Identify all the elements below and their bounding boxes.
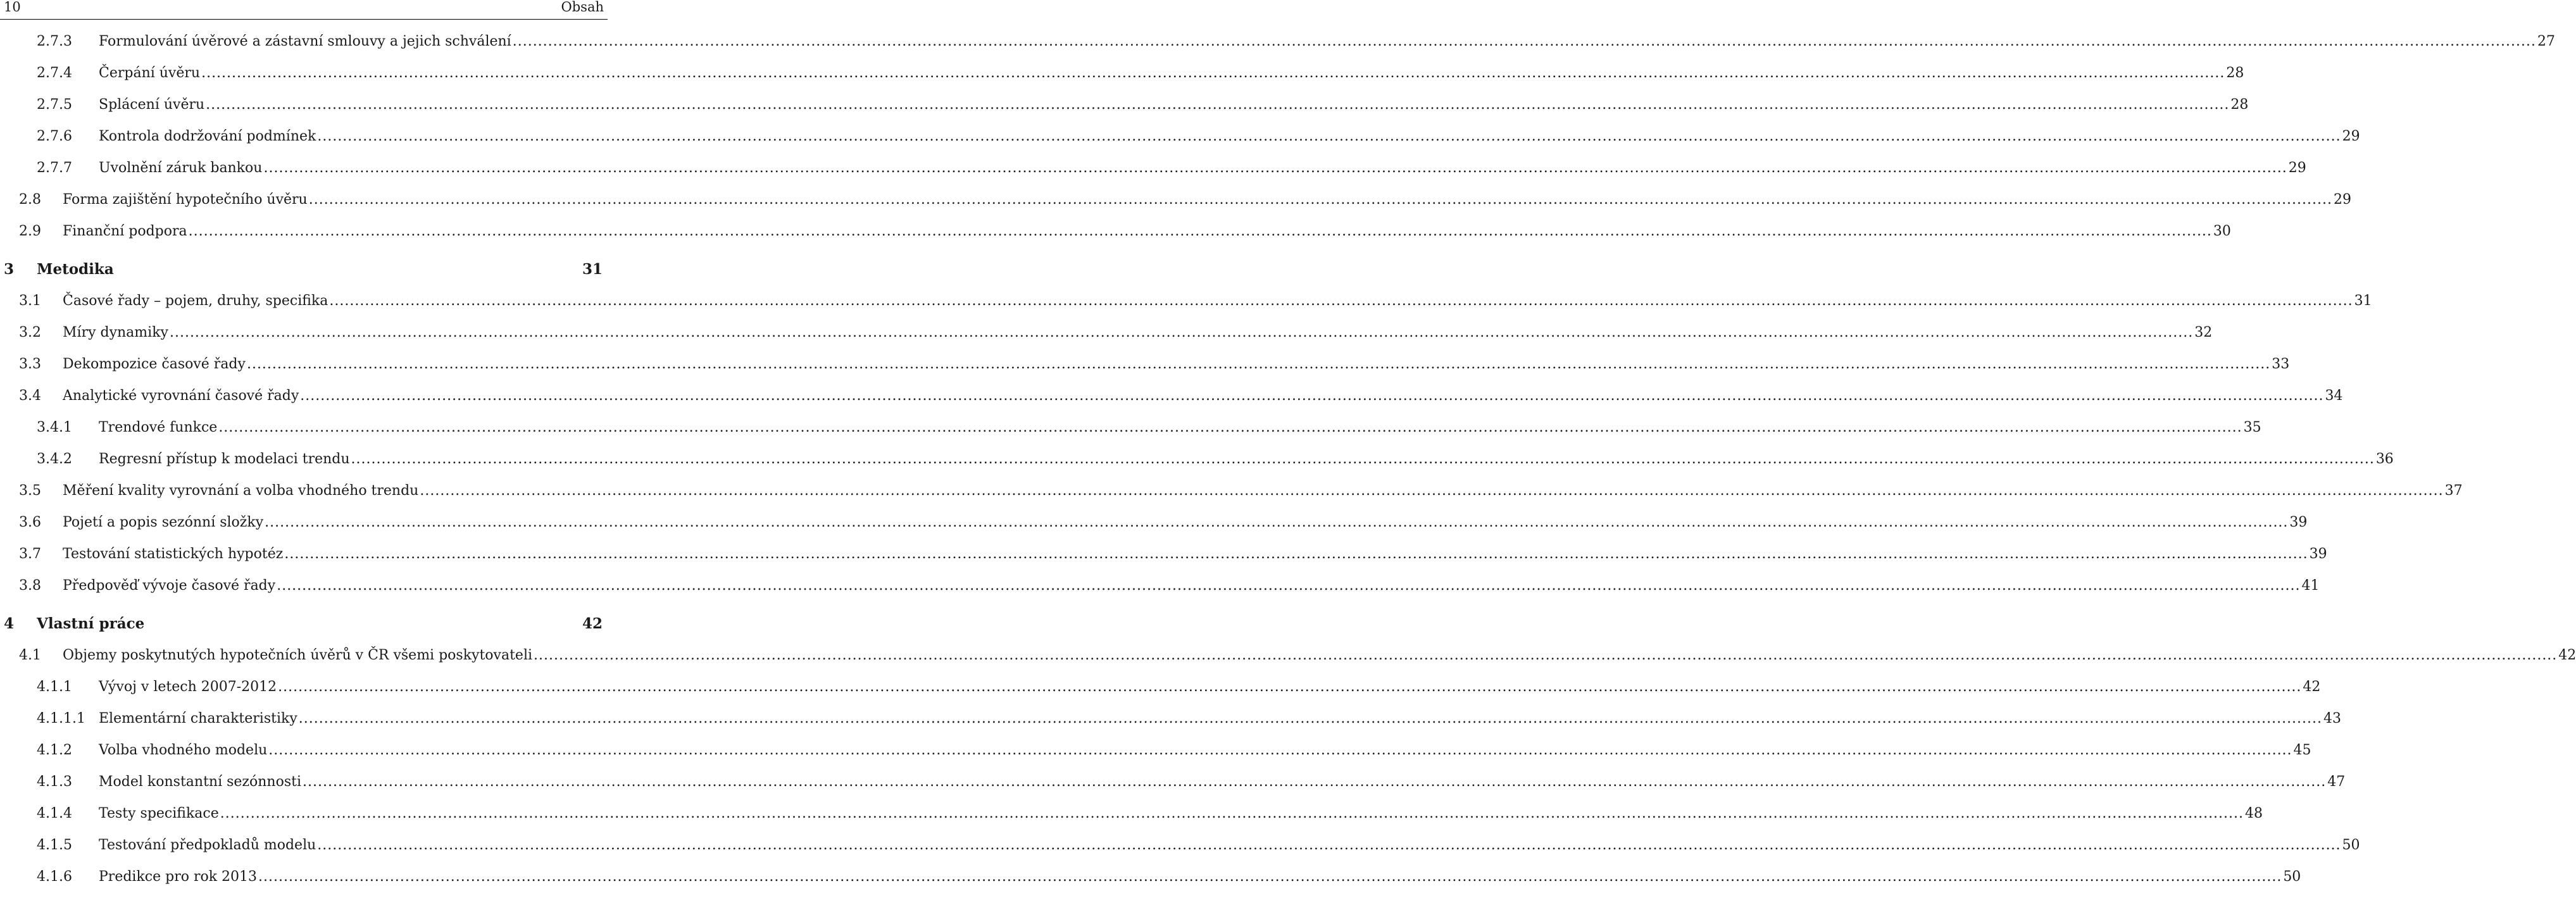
toc-entry-title: Predikce pro rok 2013 [99,864,258,890]
toc-entry-title: Trendové funkce [99,415,218,440]
toc-leader-dots: ................................................................................................................................................................................................................................................................................................................................................................................................................ [303,774,2327,790]
toc-entry-page: 31 [2354,293,2372,309]
toc-entry-number: 2.9 [19,223,41,239]
toc-entry-title: Splácení úvěru [99,92,206,118]
toc-leader-dots: ................................................................................................................................................................................................................................................................................................................................................................................................................ [218,420,2242,435]
toc-entry-number: 3.2 [19,325,41,340]
toc-entry[interactable] [0,510,2308,535]
toc-entry-title: Analytické vyrovnání časové řady [63,384,300,409]
page-header [0,0,608,20]
toc-entry-page: 42 [2558,647,2576,663]
toc-entry-page: 39 [2309,546,2327,562]
toc-entry-page: 34 [2325,388,2343,404]
toc-entry-title: Vývoj v letech 2007-2012 [99,675,278,700]
toc-entry-page: 47 [2327,774,2346,790]
toc-entry-title: Testy specifikace [99,801,220,826]
toc-entry[interactable] [0,320,2213,346]
page-number: 10 [4,0,21,15]
toc-leader-dots: ................................................................................................................................................................................................................................................................................................................................................................................................................ [284,546,2308,562]
toc-entry-number: 3.8 [19,578,41,594]
toc-entry-number: 4.1.2 [37,742,72,758]
toc-leader-dots: ................................................................................................................................................................................................................................................................................................................................................................................................................ [298,711,2323,727]
toc-entry-title: Měření kvality vyrovnání a volba vhodného trendu [63,478,420,504]
toc-entry-title: Forma zajištění hypotečního úvěru [63,187,309,213]
toc-leader-dots: ................................................................................................................................................................................................................................................................................................................................................................................................................ [351,451,2375,467]
toc-entry[interactable] [0,573,2320,599]
toc-entry-number: 2.7.4 [37,65,72,81]
toc-entry[interactable] [0,675,2321,700]
toc-entry-number: 3.4.1 [37,420,72,435]
toc-entry[interactable] [0,124,2360,149]
toc-entry-page: 50 [2283,869,2301,885]
toc-entry[interactable] [0,352,2290,377]
toc-entry[interactable] [0,289,2372,314]
toc-leader-dots: ................................................................................................................................................................................................................................................................................................................................................................................................................ [420,483,2444,499]
toc-entry-title: Regresní přístup k modelaci trendu [99,447,351,472]
toc-entry-number: 2.7.5 [37,97,72,113]
toc-entry-page: 45 [2293,742,2311,758]
toc-entry[interactable] [0,801,2263,826]
toc-entry-number: 3.7 [19,546,41,562]
toc-entry-number: 3 [4,261,15,278]
toc-entry[interactable] [0,542,2327,567]
toc-entry-title: Elementární charakteristiky [99,706,299,732]
toc-entry[interactable] [0,833,2360,858]
toc-entry-number: 4.1.4 [37,806,72,821]
toc-leader-dots: ................................................................................................................................................................................................................................................................................................................................................................................................................ [220,806,2244,821]
toc-entry-number: 2.7.7 [37,160,72,176]
toc-entry[interactable] [0,706,2342,732]
toc-entry-page: 42 [2303,679,2321,695]
toc-entry-number: 4.1.3 [37,774,72,790]
toc-entry-page: 29 [2342,128,2360,144]
toc-entry-number: 4.1.1 [37,679,72,695]
toc-entry-page: 31 [582,261,603,278]
running-title: Obsah [561,0,604,15]
toc-entry-title: Pojetí a popis sezónní složky [63,510,265,535]
toc-entry-page: 27 [2537,34,2555,49]
toc-chapter[interactable] [0,257,608,282]
toc-entry-page: 43 [2323,711,2342,727]
toc-leader-dots: ................................................................................................................................................................................................................................................................................................................................................................................................................ [329,293,2353,309]
toc-entry-title: Metodika [37,261,114,278]
toc-entry[interactable] [0,61,2244,86]
toc-entry-number: 3.5 [19,483,41,499]
toc-leader-dots: ................................................................................................................................................................................................................................................................................................................................................................................................................ [317,128,2341,144]
toc-leader-dots: ................................................................................................................................................................................................................................................................................................................................................................................................................ [308,192,2332,208]
toc-entry-title: Testování předpokladů modelu [99,833,317,858]
toc-entry[interactable] [0,187,2351,213]
toc-entry[interactable] [0,29,2555,54]
toc-leader-dots: ................................................................................................................................................................................................................................................................................................................................................................................................................ [258,869,2282,885]
toc-leader-dots: ................................................................................................................................................................................................................................................................................................................................................................................................................ [265,514,2289,530]
toc-entry-title: Časové řady – pojem, druhy, specifika [63,289,329,314]
toc-entry-title: Testování statistických hypotéz [63,542,284,567]
toc-entry-page: 37 [2444,483,2463,499]
toc-entry[interactable] [0,384,2343,409]
toc-chapter[interactable] [0,611,608,637]
toc-entry-title: Předpověď vývoje časové řady [63,573,277,599]
toc-leader-dots: ................................................................................................................................................................................................................................................................................................................................................................................................................ [534,647,2558,663]
toc-entry-page: 35 [2243,420,2261,435]
toc-entry-page: 48 [2245,806,2263,821]
toc-entry[interactable] [0,156,2306,181]
toc-leader-dots: ................................................................................................................................................................................................................................................................................................................................................................................................................ [263,160,2287,176]
toc-entry-number: 4 [4,615,15,632]
toc-leader-dots: ................................................................................................................................................................................................................................................................................................................................................................................................................ [201,65,2225,81]
toc-entry-page: 30 [2213,223,2231,239]
toc-leader-dots: ................................................................................................................................................................................................................................................................................................................................................................................................................ [246,356,2271,372]
toc-entry[interactable] [0,219,2231,244]
toc-entry-number: 3.1 [19,293,41,309]
toc-entry-page: 32 [2194,325,2213,340]
toc-entry-number: 3.6 [19,514,41,530]
toc-entry-number: 4.1.6 [37,869,72,885]
toc-entry-title: Dekompozice časové řady [63,352,247,377]
toc-entry-page: 28 [2230,97,2249,113]
toc-entry-page: 50 [2342,837,2360,853]
toc-leader-dots: ................................................................................................................................................................................................................................................................................................................................................................................................................ [268,742,2292,758]
toc-entry[interactable] [0,643,2576,668]
toc-leader-dots: ................................................................................................................................................................................................................................................................................................................................................................................................................ [188,223,2212,239]
toc-entry-page: 29 [2288,160,2306,176]
toc-entry-page: 33 [2272,356,2290,372]
toc-entry-page: 29 [2334,192,2351,208]
toc-entry-number: 4.1.1.1 [37,711,85,727]
toc-entry-number: 2.8 [19,192,41,208]
toc-entry[interactable] [0,864,2301,890]
toc-entry[interactable] [0,415,2261,440]
toc-entry-number: 4.1.5 [37,837,72,853]
toc-entry-title: Finanční podpora [63,219,189,244]
toc-leader-dots: ................................................................................................................................................................................................................................................................................................................................................................................................................ [512,34,2536,49]
toc-entry-page: 28 [2226,65,2244,81]
toc-entry-page: 39 [2289,514,2308,530]
toc-entry-number: 3.3 [19,356,41,372]
toc-entry-number: 2.7.3 [37,34,72,49]
toc-leader-dots: ................................................................................................................................................................................................................................................................................................................................................................................................................ [317,837,2341,853]
toc-entry-title: Formulování úvěrové a zástavní smlouvy a jejich schválení [99,29,513,54]
toc-entry-number: 4.1 [19,647,41,663]
toc-entry-title: Míry dynamiky [63,320,170,346]
toc-entry-title: Objemy poskytnutých hypotečních úvěrů v ČR všemi poskytovateli [63,643,534,668]
toc-entry-page: 36 [2375,451,2394,467]
toc-leader-dots: ................................................................................................................................................................................................................................................................................................................................................................................................................ [300,388,2324,404]
toc-entry-page: 42 [582,615,603,632]
toc-entry-page: 41 [2301,578,2320,594]
toc-entry-title: Volba vhodného modelu [99,738,268,763]
toc-entry-number: 3.4.2 [37,451,72,467]
toc-entry-title: Kontrola dodržování podmínek [99,124,317,149]
toc-entry-number: 3.4 [19,388,41,404]
toc-entry-title: Čerpání úvěru [99,61,201,86]
toc-entry[interactable] [0,478,2463,504]
toc-leader-dots: ................................................................................................................................................................................................................................................................................................................................................................................................................ [169,325,2194,340]
toc-leader-dots: ................................................................................................................................................................................................................................................................................................................................................................................................................ [278,679,2302,695]
toc-entry-title: Uvolnění záruk bankou [99,156,263,181]
toc-leader-dots: ................................................................................................................................................................................................................................................................................................................................................................................................................ [277,578,2301,594]
toc-entry[interactable] [0,770,2346,795]
toc-leader-dots: ................................................................................................................................................................................................................................................................................................................................................................................................................ [206,97,2230,113]
toc-entry[interactable] [0,738,2311,763]
toc-entry-title: Vlastní práce [37,615,145,632]
toc-entry[interactable] [0,92,2249,118]
toc-entry[interactable] [0,447,2394,472]
toc-entry-title: Model konstantní sezónnosti [99,770,303,795]
toc-entry-number: 2.7.6 [37,128,72,144]
